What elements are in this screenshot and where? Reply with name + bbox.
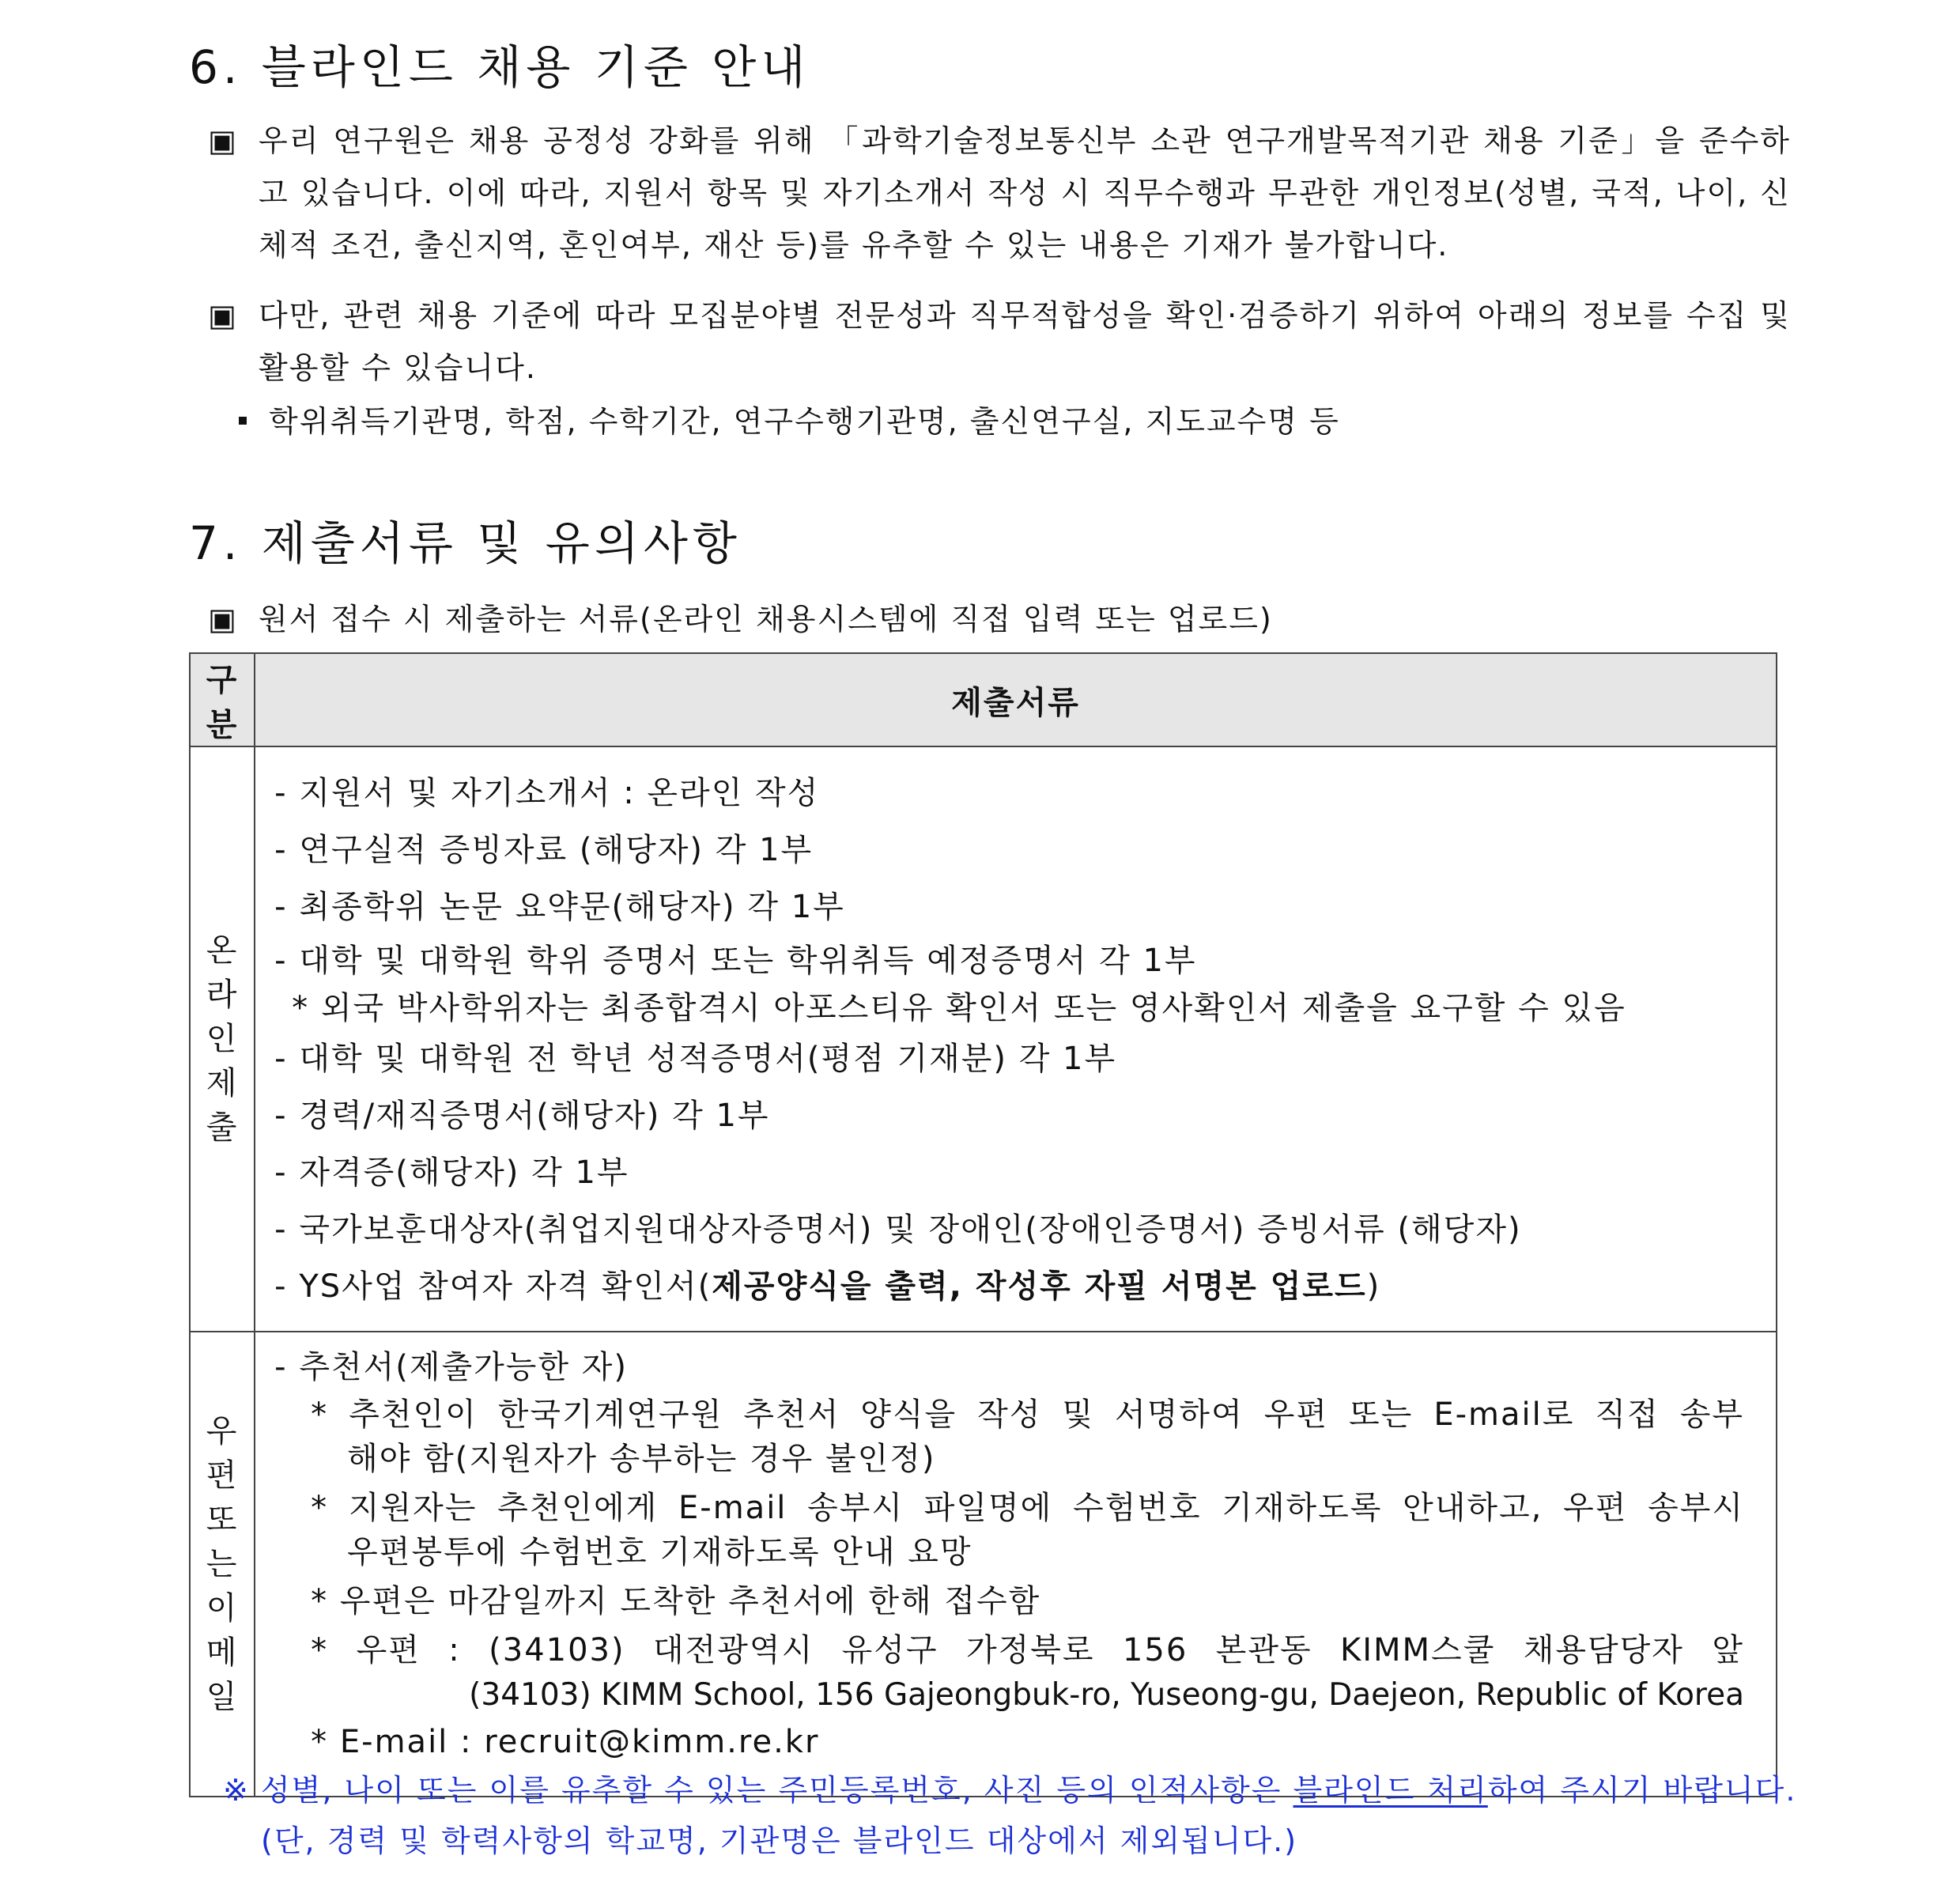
- section6-p1-text: 우리 연구원은 채용 공정성 강화를 위해 「과학기술정보통신부 소관 연구개발목적기관 채용 기준」을 준수하고 있습니다. 이에 따라, 지원서 항목 및 자기소개서 작성 시 직무수행과 무관한 개인정보(성별, 국적, 나이, 신체적 조건, 출신지역, 혼인여부, 재산 등)를 유추할 수 있는 내용은 기재가 불가합니다.: [259, 123, 1791, 263]
- list-note-address: * 우편 : (34103) 대전광역시 유성구 가정북로 156 본관동 KIMM스쿨 채용담당자 앞: [311, 1632, 1744, 1668]
- list-note-address-en: (34103) KIMM School, 156 Gajeongbuk-ro, Yuseong-gu, Daejeon, Republic of Korea: [469, 1677, 1744, 1713]
- list-note: * 지원자는 추천인에게 E-mail 송부시 파일명에 수험번호 기재하도록 안내하고, 우편 송부시: [311, 1490, 1744, 1526]
- category-mail-line1: 우편: [206, 1413, 239, 1494]
- list-item: - 최종학위 논문 요약문(해당자) 각 1부: [274, 889, 845, 925]
- ys-prefix: - YS사업 참여자 자격 확인서(: [274, 1268, 712, 1305]
- section7-title: 7. 제출서류 및 유의사항: [189, 516, 742, 570]
- online-documents: [255, 746, 1777, 1332]
- section7-subtitle: [208, 593, 1273, 645]
- section6-title: 6. 블라인드 채용 기준 안내: [189, 40, 810, 94]
- category-mail-line3: 이메일: [206, 1590, 239, 1715]
- list-note-cont: 우편봉투에 수험번호 기재하도록 안내 요망: [347, 1534, 972, 1570]
- square-bullet-icon: ▣: [208, 602, 238, 637]
- list-item: - 추천서(제출가능한 자): [274, 1349, 629, 1385]
- table-header-row: [190, 653, 1777, 746]
- list-note-email: * E-mail : recruit@kimm.re.kr: [311, 1724, 820, 1760]
- mail-documents: [255, 1332, 1777, 1797]
- list-note-cont: 해야 함(지원자가 송부하는 경우 불인정): [347, 1441, 936, 1477]
- list-item: - 지원서 및 자기소개서 : 온라인 작성: [274, 775, 820, 811]
- notice-prefix: ※ 성별, 나이 또는 이를 유추할 수 있는 주민등록번호, 사진 등의 인적사항은: [223, 1773, 1293, 1808]
- section6-paragraph-2: [208, 289, 1791, 394]
- header-category: 구분: [190, 653, 255, 746]
- header-documents: 제출서류: [255, 653, 1777, 746]
- list-note: * 추천인이 한국기계연구원 추천서 양식을 작성 및 서명하여 우편 또는 E-mail로 직접 송부: [311, 1396, 1744, 1433]
- notice-underline: 블라인드 처리: [1293, 1773, 1488, 1808]
- square-bullet-icon: ▣: [208, 298, 238, 333]
- section6-bullet-text: 학위취득기관명, 학점, 수학기간, 연구수행기관명, 출신연구실, 지도교수명 등: [269, 404, 1340, 439]
- list-item: - 대학 및 대학원 전 학년 성적증명서(평점 기재분) 각 1부: [274, 1041, 1117, 1077]
- list-item-ys: [274, 1258, 1744, 1315]
- list-item: - 국가보훈대상자(취업지원대상자증명서) 및 장애인(장애인증명서) 증빙서류 (해당자): [274, 1211, 1522, 1248]
- list-note: * 외국 박사학위자는 최종합격시 아포스티유 확인서 또는 영사확인서 제출을 요구할 수 있음: [292, 990, 1626, 1026]
- section6-p2-text: 다만, 관련 채용 기준에 따라 모집분야별 전문성과 직무적합성을 확인·검증하기 위하여 아래의 정보를 수집 및 활용할 수 있습니다.: [259, 298, 1791, 385]
- category-online: [190, 746, 255, 1332]
- small-square-bullet-icon: [239, 417, 247, 425]
- documents-table: [189, 652, 1777, 1797]
- list-note: * 우편은 마감일까지 도착한 추천서에 한해 접수함: [311, 1583, 1041, 1619]
- list-item: - 자격증(해당자) 각 1부: [274, 1154, 629, 1191]
- category-mail-line2: 또는: [206, 1502, 239, 1582]
- section6-paragraph-1: [208, 115, 1791, 271]
- list-item: - 경력/재직증명서(해당자) 각 1부: [274, 1098, 770, 1134]
- ys-bold: 제공양식을 출력, 작성후 자필 서명본 업로드: [712, 1268, 1367, 1305]
- table-row-online: [190, 746, 1777, 1332]
- blind-notice-line2: (단, 경력 및 학력사항의 학교명, 기관명은 블라인드 대상에서 제외됩니다.): [261, 1823, 1298, 1858]
- list-item: - 연구실적 증빙자료 (해당자) 각 1부: [274, 832, 814, 868]
- category-mail: [190, 1332, 255, 1797]
- category-online-line1: 온라인: [206, 932, 239, 1057]
- category-online-line2: 제출: [206, 1065, 239, 1146]
- ys-suffix: ): [1366, 1268, 1381, 1305]
- section7-subtitle-text: 원서 접수 시 제출하는 서류(온라인 채용시스템에 직접 입력 또는 업로드): [258, 602, 1273, 637]
- section6-bullet: [239, 395, 1340, 448]
- notice-suffix: 하여 주시기 바랍니다.: [1487, 1773, 1797, 1808]
- list-item: - 대학 및 대학원 학위 증명서 또는 학위취득 예정증명서 각 1부: [274, 943, 1197, 979]
- table-row-mail: [190, 1332, 1777, 1797]
- blind-notice-line1: [223, 1765, 1796, 1816]
- square-bullet-icon: ▣: [208, 123, 238, 158]
